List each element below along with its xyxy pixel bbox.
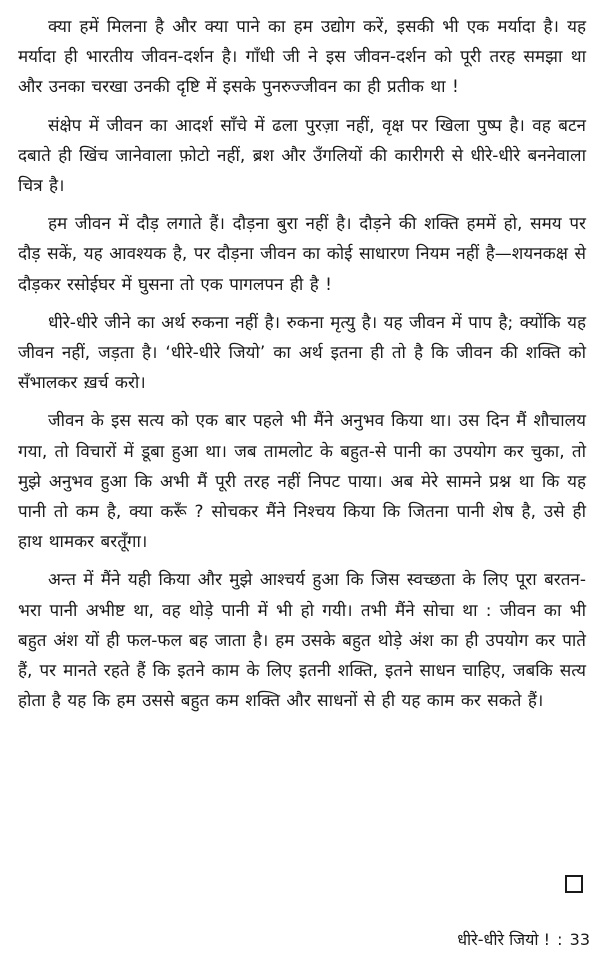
page-body xyxy=(18,12,586,724)
page-number: 33 xyxy=(569,930,590,949)
paragraph: संक्षेप में जीवन का आदर्श साँचे में ढला पुरज़ा नहीं, वृक्ष पर खिला पुष्प है। वह बटन दबाते ही खिंच जानेवाला फ़ोटो नहीं, ब्रश और उँगलियों की कारीगरी से धीरे-धीरे बननेवाला चित्र है। xyxy=(18,115,586,197)
chapter-end-square-icon xyxy=(565,875,583,893)
paragraph: क्या हमें मिलना है और क्या पाने का हम उद्योग करें, इसकी भी एक मर्यादा है। यह मर्यादा ही भारतीय जीवन-दर्शन है। गाँधी जी ने इस जीवन-दर्शन को पूरी तरह समझा था और उनका चरखा उनकी दृष्टि में इसके पुनरुज्जीवन का ही प्रतीक था ! xyxy=(18,17,586,98)
footer-separator: : xyxy=(557,930,563,949)
page-footer xyxy=(400,928,590,950)
paragraph: हम जीवन में दौड़ लगाते हैं। दौड़ना बुरा नहीं है। दौड़ने की शक्ति हममें हो, समय पर दौड़ सकें, यह आवश्यक है, पर दौड़ना जीवन का कोई साधारण नियम नहीं है—शयनकक्ष से दौड़कर रसोईघर में घुसना तो एक पागलपन ही है ! xyxy=(18,214,586,295)
paragraph: अन्त में मैंने यही किया और मुझे आश्चर्य हुआ कि जिस स्वच्छता के लिए पूरा बरतन-भरा पानी अभीष्ट था, वह थोड़े पानी में भी हो गयी। तभी मैंने सोचा था : जीवन का भी बहुत अंश यों ही फल-फल बह जाता है। हम उसके बहुत थोड़े अंश का ही उपयोग कर पाते हैं, पर मानते रहते हैं कि इतने काम के लिए इतनी शक्ति, इतने साधन चाहिए, जबकि सत्य होता है यह कि हम उससे बहुत कम शक्ति और साधनों से ही यह काम कर सकते हैं। xyxy=(18,570,586,712)
running-title: धीरे-धीरे जियो ! xyxy=(457,930,551,949)
paragraph: धीरे-धीरे जीने का अर्थ रुकना नहीं है। रुकना मृत्यु है। यह जीवन में पाप है; क्योंकि यह जीवन नहीं, जड़ता है। ‘धीरे-धीरे जियो’ का अर्थ इतना ही तो है कि जीवन की शक्ति को सँभालकर ख़र्च करो। xyxy=(18,312,586,394)
paragraph: जीवन के इस सत्य को एक बार पहले भी मैंने अनुभव किया था। उस दिन मैं शौचालय गया, तो विचारों में डूबा हुआ था। जब तामलोट के बहुत-से पानी का उपयोग कर चुका, तो मुझे अनुभव हुआ कि अभी मैं पूरी तरह नहीं निपट पाया। अब मेरे सामने प्रश्न था कि यह पानी तो कम है, क्या करूँ ? सोचकर मैंने निश्चय किया कि जितना पानी शेष है, उसे ही हाथ थामकर बरतूँगा। xyxy=(18,411,586,553)
